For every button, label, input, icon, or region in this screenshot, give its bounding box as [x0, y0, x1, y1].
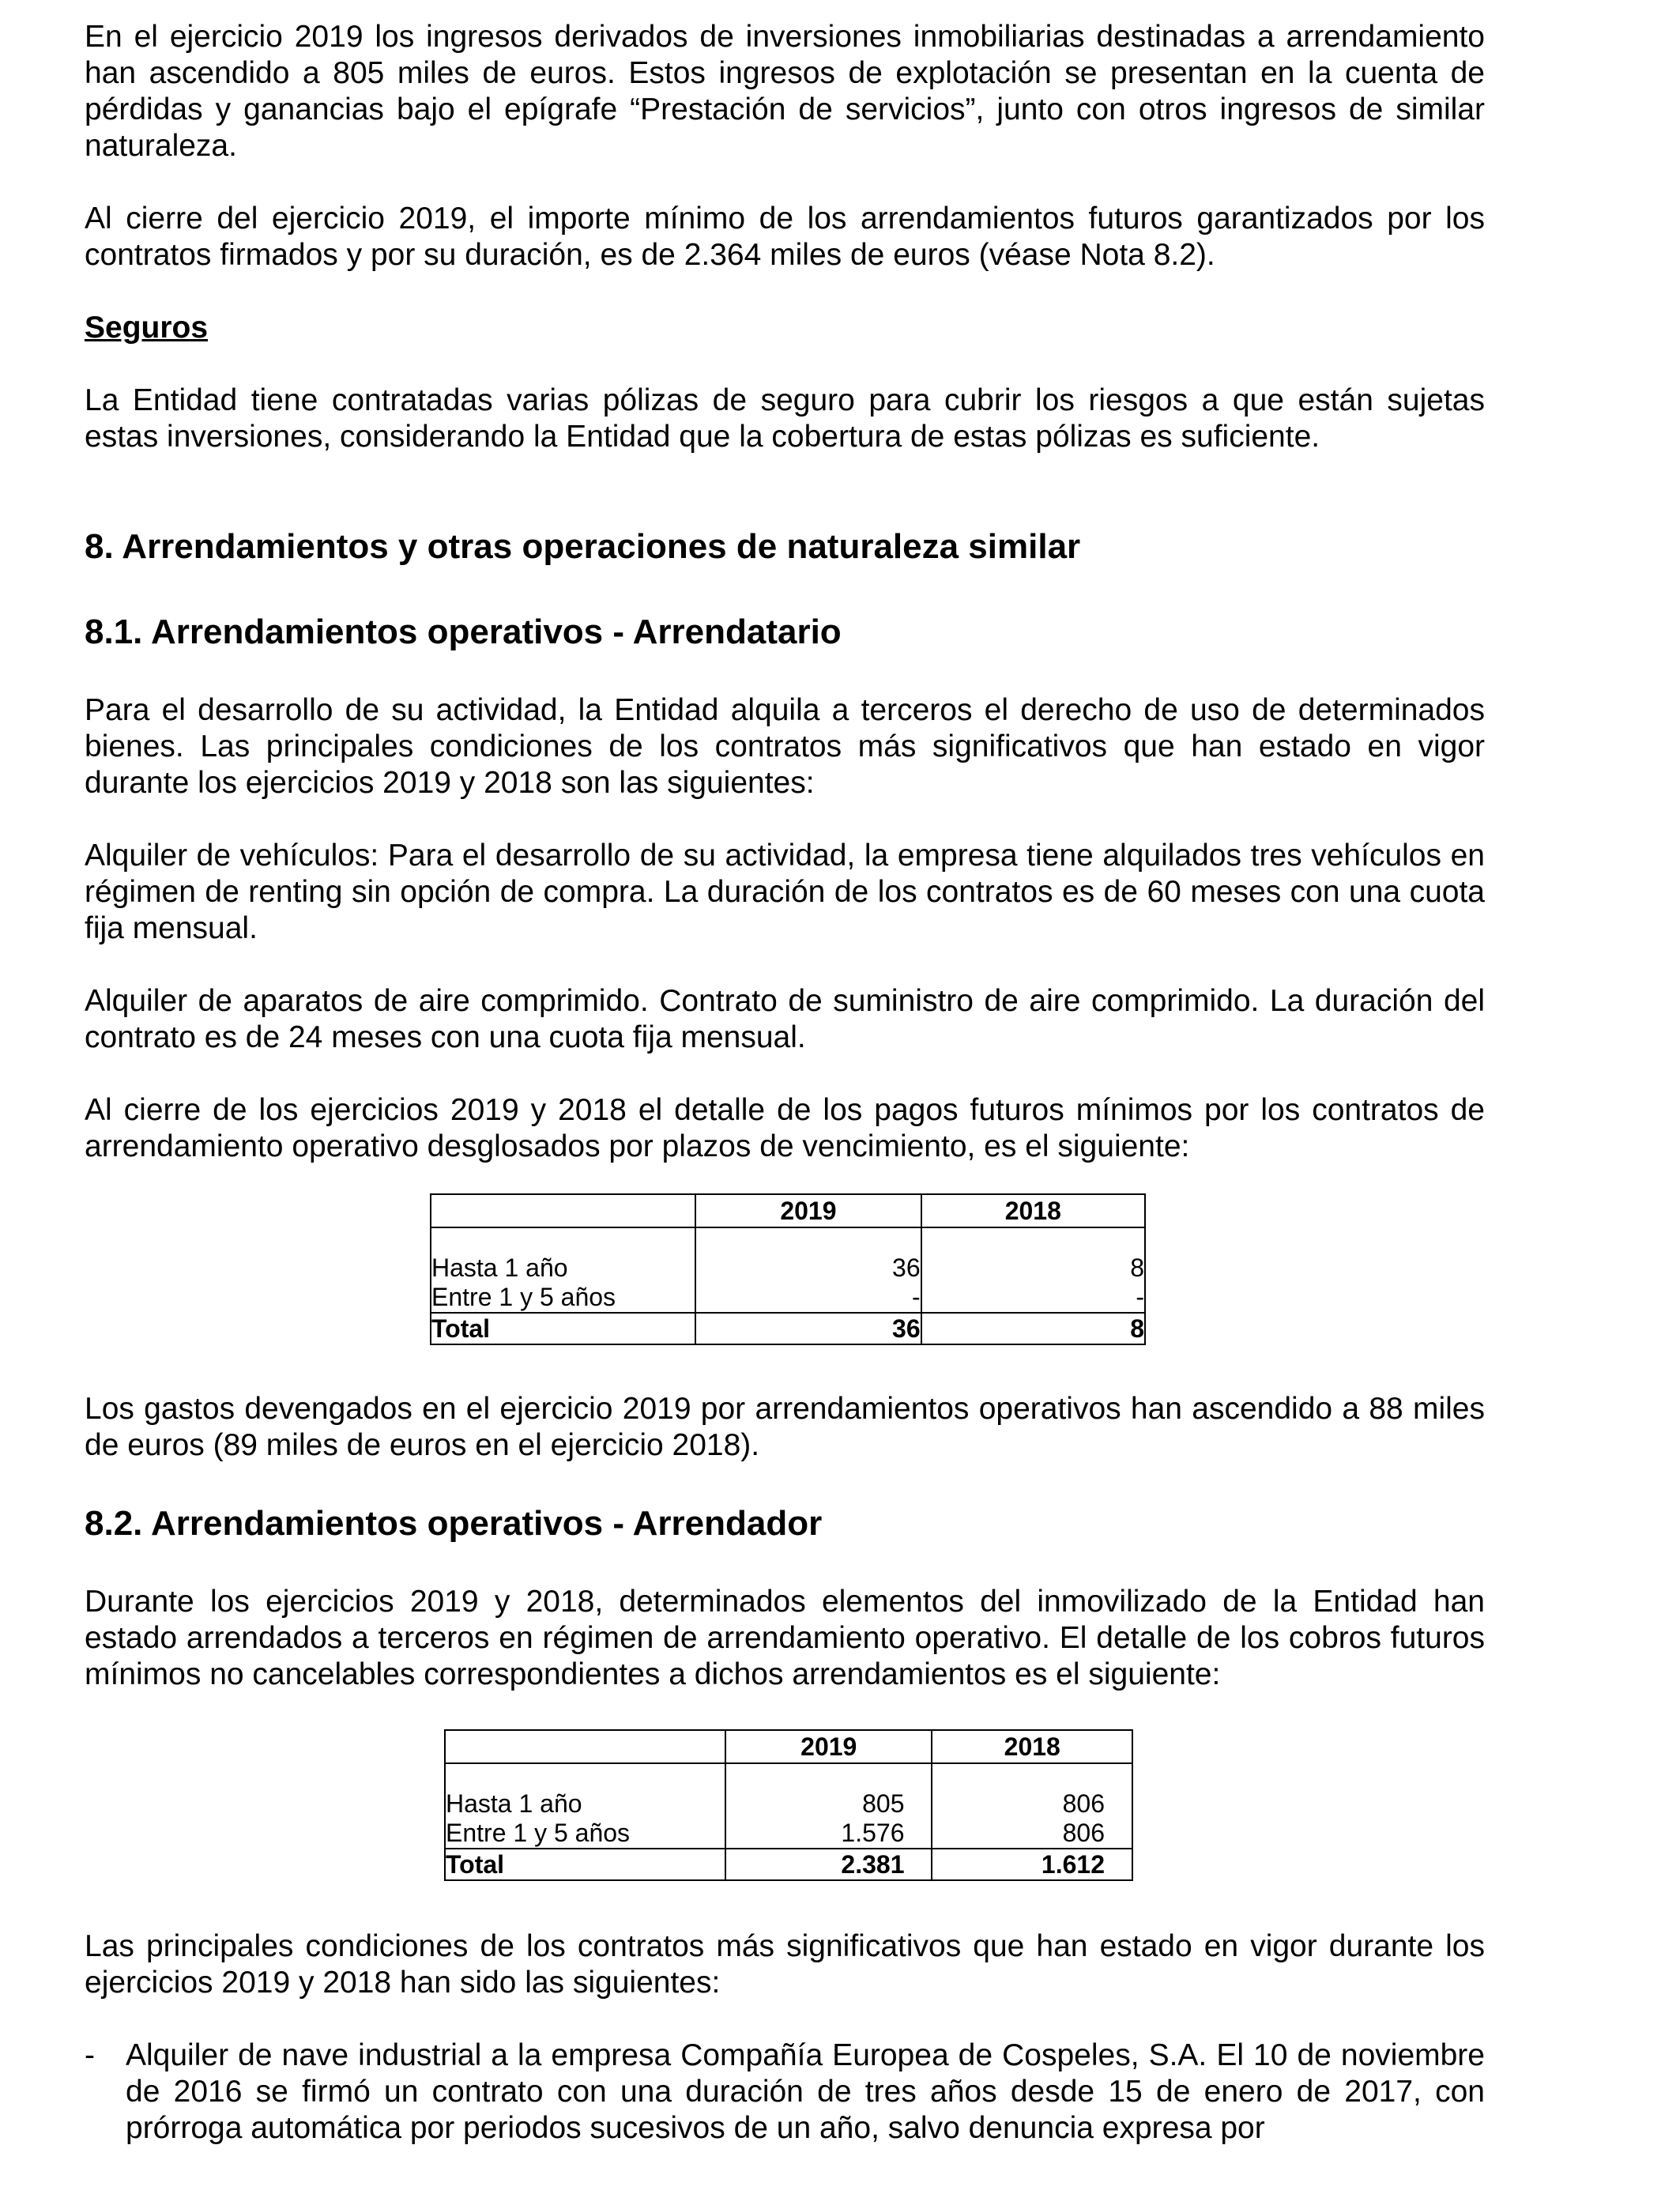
table-total-row [445, 1849, 1132, 1880]
row-label: Entre 1 y 5 años [446, 1819, 631, 1847]
table-header-cell: 2019 [695, 1194, 921, 1227]
paragraph-aire-comprimido: Alquiler de aparatos de aire comprimido. Contrato de suministro de aire comprimido. La duración del contrato es de 24 meses con una cuota fija mensual. [85, 984, 1485, 1054]
list-item [85, 2038, 1485, 2147]
row-label: Hasta 1 año [431, 1253, 568, 1282]
paragraph-cobros-futuros: Durante los ejercicios 2019 y 2018, determinados elementos del inmovilizado de la Entidad han estado arrendados a terceros en régimen de arrendamiento operativo. El detalle de los cobros futuros mínimos no cancelables correspondientes a dichos arrendamientos es el siguiente: [85, 1585, 1485, 1691]
value-cell: 806 [1062, 1789, 1105, 1818]
table-cobros-futuros [444, 1729, 1133, 1881]
total-value: 8 [921, 1313, 1145, 1344]
row-label: Hasta 1 año [446, 1789, 582, 1818]
value-cell: 805 [862, 1789, 905, 1818]
table-header-cell: 2018 [932, 1730, 1132, 1763]
total-value: 2.381 [725, 1849, 932, 1880]
table-header-cell [445, 1730, 725, 1763]
value-cell: 806 [1062, 1819, 1105, 1847]
value-cell: - [1136, 1283, 1144, 1311]
paragraph-seguros: La Entidad tiene contratadas varias pólizas de seguro para cubrir los riesgos a que están sujetas estas inversiones, considerando la Entidad que la cobertura de estas pólizas es suficiente. [85, 383, 1485, 454]
table-header-cell: 2019 [725, 1730, 932, 1763]
paragraph-ingresos-inversiones: En el ejercicio 2019 los ingresos derivados de inversiones inmobiliarias destinadas a arrendamiento han ascendido a 805 miles de euros. Estos ingresos de explotación se presentan en la cuenta de pérdidas y ganancias bajo el epígrafe “Prestación de servicios”, junto con otros ingresos de similar naturaleza. [85, 20, 1485, 163]
table-header-cell: 2018 [921, 1194, 1145, 1227]
heading-8-arrendamientos: 8. Arrendamientos y otras operaciones de naturaleza similar [85, 527, 1081, 566]
total-label: Total [431, 1313, 695, 1344]
paragraph-principales-condiciones: Las principales condiciones de los contratos más significativos que han estado en vigor durante los ejercicios 2019 y 2018 han sido las siguientes: [85, 1929, 1485, 2000]
total-label: Total [445, 1849, 725, 1880]
values-2019-cell [725, 1763, 932, 1849]
values-2019-cell [695, 1227, 921, 1313]
value-cell: 1.576 [841, 1819, 905, 1847]
values-2018-cell [921, 1227, 1145, 1313]
value-cell: - [911, 1283, 921, 1311]
row-labels-cell [445, 1763, 725, 1849]
paragraph-gastos-devengados: Los gastos devengados en el ejercicio 2019 por arrendamientos operativos han ascendido a 88 miles de euros (89 miles de euros en el ejercicio 2018). [85, 1392, 1485, 1462]
heading-8-2-arrendador: 8.2. Arrendamientos operativos - Arrendador [85, 1504, 823, 1543]
paragraph-importe-minimo: Al cierre del ejercicio 2019, el importe mínimo de los arrendamientos futuros garantizados por los contratos firmados y por su duración, es de 2.364 miles de euros (véase Nota 8.2). [85, 202, 1485, 272]
value-cell: 36 [892, 1253, 921, 1282]
row-labels-cell [431, 1227, 695, 1313]
row-label: Entre 1 y 5 años [431, 1283, 616, 1311]
bullet-dash: - [85, 2038, 95, 2072]
total-value: 36 [695, 1313, 921, 1344]
values-2018-cell [932, 1763, 1132, 1849]
bullet-text: Alquiler de nave industrial a la empresa Compañía Europea de Cospeles, S.A. El 10 de noviembre de 2016 se firmó un contrato con una duración de tres años desde 15 de enero de 2017, con prórroga automática por periodos sucesivos de un año, salvo denuncia expresa por [126, 2038, 1485, 2145]
total-value: 1.612 [932, 1849, 1132, 1880]
value-cell: 8 [1130, 1253, 1144, 1282]
paragraph-desarrollo-actividad: Para el desarrollo de su actividad, la Entidad alquila a terceros el derecho de uso de determinados bienes. Las principales condiciones de los contratos más significativos que han estado en vigor durante los ejercicios 2019 y 2018 son las siguientes: [85, 693, 1485, 800]
table-row [431, 1227, 1145, 1313]
table-header-row [431, 1194, 1145, 1227]
table-row [445, 1763, 1132, 1849]
table-total-row [431, 1313, 1145, 1344]
paragraph-pagos-futuros: Al cierre de los ejercicios 2019 y 2018 el detalle de los pagos futuros mínimos por los contratos de arrendamiento operativo desglosados por plazos de vencimiento, es el siguiente: [85, 1093, 1485, 1163]
table-header-row [445, 1730, 1132, 1763]
paragraph-alquiler-vehiculos: Alquiler de vehículos: Para el desarrollo de su actividad, la empresa tiene alquilados tres vehículos en régimen de renting sin opción de compra. La duración de los contratos es de 60 meses con una cuota fija mensual. [85, 839, 1485, 945]
section-title-seguros: Seguros [85, 311, 209, 345]
table-header-cell [431, 1194, 695, 1227]
table-pagos-futuros [430, 1193, 1146, 1345]
heading-8-1-arrendatario: 8.1. Arrendamientos operativos - Arrendatario [85, 613, 842, 651]
